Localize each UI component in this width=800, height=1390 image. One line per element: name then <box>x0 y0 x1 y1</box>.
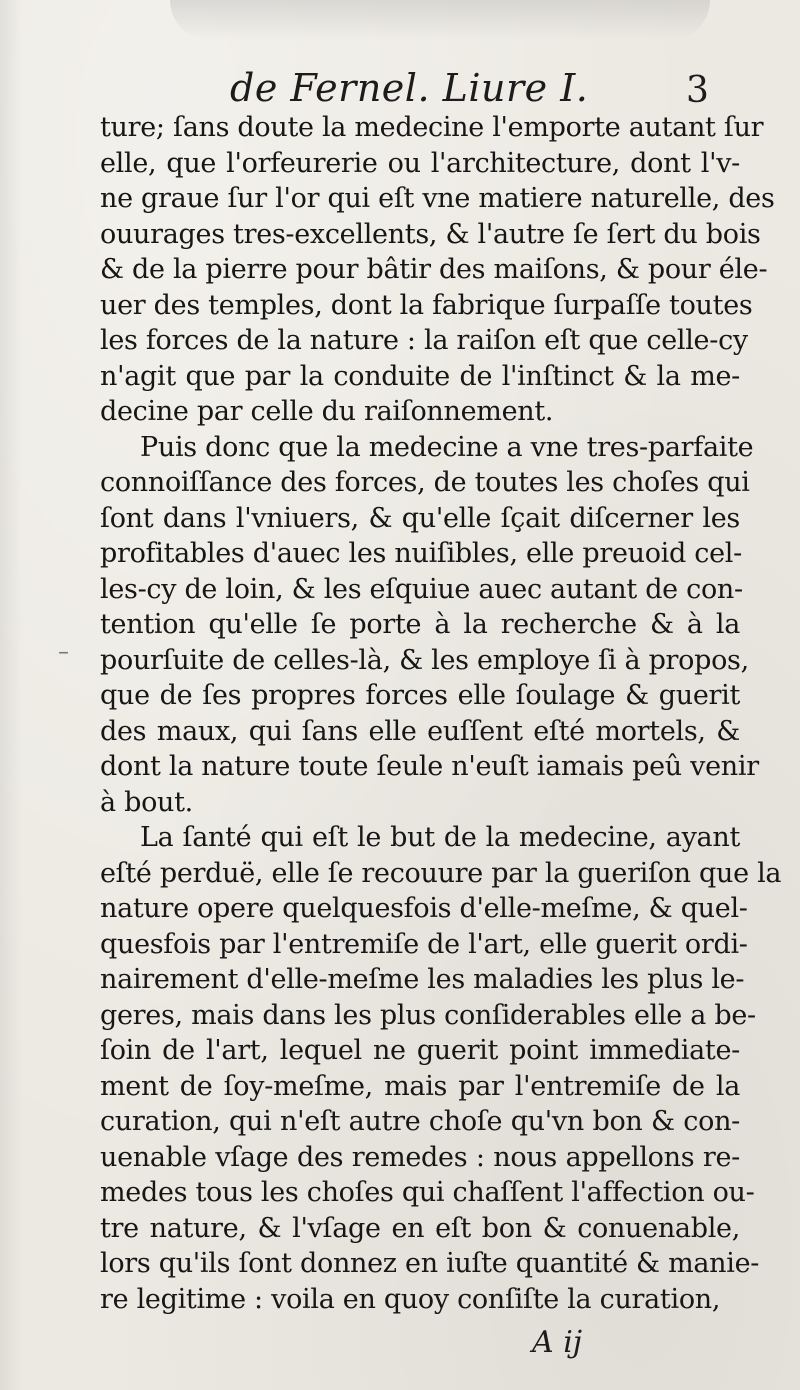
text-line: eſté perduë, elle ſe recouure par la gueriſon que la <box>100 857 782 889</box>
text-line: ment de ſoy-meſme, mais par l'entremiſe de la <box>100 1070 740 1102</box>
text-line: medes tous les choſes qui chaſſent l'affection ou- <box>100 1177 755 1208</box>
text-line: tention qu'elle ſe porte à la recherche & à la <box>100 609 740 640</box>
page-number: 3 <box>686 70 709 111</box>
text-line: tre nature, & l'vſage en eſt bon & conuenable, <box>100 1212 740 1244</box>
text-line: connoiſſance des forces, de toutes les choſes qui <box>100 467 750 498</box>
text-line: ſoin de l'art, lequel ne guerit point immediate- <box>100 1035 740 1066</box>
text-line: profitables d'auec les nuiſibles, elle preuoid cel- <box>100 538 742 569</box>
text-line: n'agit que par la conduite de l'inſtinct & la me- <box>100 360 740 392</box>
text-line: & de la pierre pour bâtir des maiſons, & pour éle- <box>100 254 768 285</box>
text-line: quesfois par l'entremiſe de l'art, elle guerit ordi- <box>100 928 748 960</box>
text-line: ture; ſans doute la medecine l'emporte autant ſur <box>100 112 764 143</box>
text-line: ouurages tres-excellents, & l'autre ſe ſert du bois <box>100 218 761 250</box>
text-line: que de ſes propres forces elle ſoulage & guerit <box>100 680 740 711</box>
text-line: les-cy de loin, & les eſquiue auec autant de con- <box>100 573 743 605</box>
text-line: des maux, qui ſans elle euſſent eſté mortels, & <box>100 715 740 747</box>
text-line: à bout. <box>100 786 193 818</box>
signature-mark: A ij <box>532 1325 583 1360</box>
text-line: uenable vſage des remedes : nous appellons re- <box>100 1141 740 1173</box>
page-footer <box>0 1325 800 1375</box>
margin-dash-mark: – <box>58 640 69 665</box>
text-line: pourſuite de celles-là, & les employe ſi à propos, <box>100 644 749 676</box>
text-line: Puis donc que la medecine a vne tres-parfaite <box>140 431 754 463</box>
text-line: nairement d'elle-meſme les maladies les plus le- <box>100 964 745 995</box>
page-stain <box>170 0 710 40</box>
text-line: decine par celle du raiſonnement. <box>100 396 554 427</box>
text-line: ſont dans l'vniuers, & qu'elle ſçait diſcerner les <box>100 502 740 534</box>
page-edge-shadow <box>0 0 22 1390</box>
text-line: geres, mais dans les plus conſiderables elle a be- <box>100 999 756 1031</box>
text-line: La ſanté qui eſt le but de la medecine, ayant <box>140 822 740 853</box>
text-line: nature opere quelquesfois d'elle-meſme, & quel- <box>100 893 748 924</box>
text-line: elle, que l'orfeurerie ou l'architecture, dont l'v- <box>100 147 740 179</box>
text-line: curation, qui n'eſt autre choſe qu'vn bon & con- <box>100 1106 740 1137</box>
text-line: lors qu'ils ſont donnez en iuſte quantité & manie- <box>100 1248 760 1279</box>
text-line: re legitime : voila en quoy conſiſte la curation, <box>100 1283 721 1315</box>
text-line: dont la nature toute ſeule n'euſt iamais peû venir <box>100 751 759 782</box>
text-line: les forces de la nature : la raiſon eſt que celle-cy <box>100 325 748 356</box>
text-line: ne graue ſur l'or qui eſt vne matiere naturelle, des <box>100 183 775 214</box>
running-title: de Fernel. Liure I. <box>230 66 589 110</box>
text-line: uer des temples, dont la fabrique ſurpaſſe toutes <box>100 289 753 321</box>
